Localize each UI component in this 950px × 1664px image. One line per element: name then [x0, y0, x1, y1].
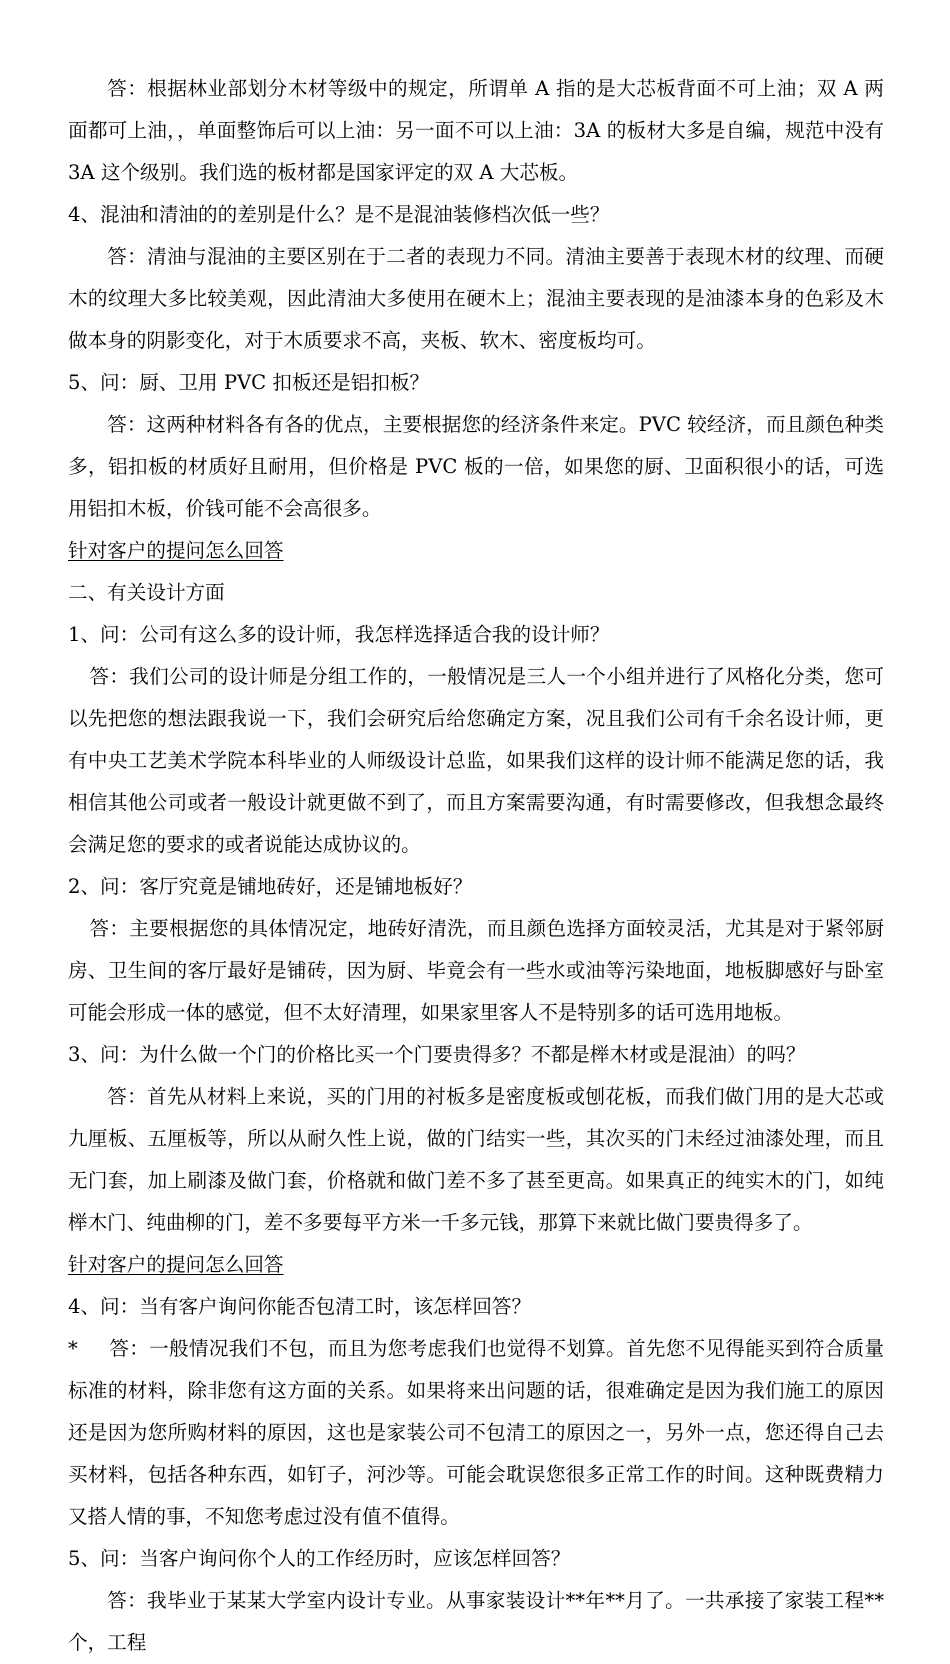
question-1-choose-designer: 1、问：公司有这么多的设计师，我怎样选择适合我的设计师？ [68, 623, 610, 646]
question-4-mixed-vs-clear-oil: 4、混油和清油的的差别是什么？是不是混油装修档次低一些？ [68, 203, 610, 226]
paragraph-answer-choose-designer: 答：我们公司的设计师是分组工作的，一般情况是三人一个小组并进行了风格化分类，您可以先把您的想法跟我说一下，我们会研究后给您确定方案，况且我们公司有千余名设计师，更有中央工艺美术学院本科毕业的人师级设计总监，如果我们这样的设计师不能满足您的话，我相信其他公司或者一般设计就更做不到了，而且方案需要沟通，有时需要修改，但我想念最终会满足您的要求的或者说能达成协议的。 [68, 665, 884, 856]
document-body [68, 68, 884, 1664]
section-heading-design-topics: 二、有关设计方面 [68, 581, 225, 604]
paragraph-answer-labor-only [68, 1328, 884, 1538]
paragraph-answer-single-a: 答：根据林业部划分木材等级中的规定，所谓单 A 指的是大芯板背面不可上油；双 A 两面都可上油，，单面整饰后可以上油：另一面不可以上油：3A 的板材大多是自编，规范中没有 3A 这个级别。我们选的板材都是国家评定的双 A 大芯板。 [68, 77, 884, 184]
paragraph-answer-mixed-vs-clear-oil: 答：清油与混油的主要区别在于二者的表现力不同。清油主要善于表现木材的纹理、而硬木的纹理大多比较美观，因此清油大多使用在硬木上；混油主要表现的是油漆本身的色彩及木做本身的阴影变化，对于木质要求不高，夹板、软木、密度板均可。 [68, 245, 884, 352]
underlined-heading-text: 针对客户的提问怎么回答 [68, 539, 284, 562]
asterisk-bullet-icon: * [68, 1337, 78, 1360]
paragraph-answer-tile-vs-floor: 答：主要根据您的具体情况定，地砖好清洗，而且颜色选择方面较灵活，尤其是对于紧邻厨房、卫生间的客厅最好是铺砖，因为厨、毕竟会有一些水或油等污染地面，地板脚感好与卧室可能会形成一体的感觉，但不太好清理，如果家里客人不是特别多的话可选用地板。 [68, 917, 884, 1024]
question-2-tile-vs-floor: 2、问：客厅究竟是铺地砖好，还是铺地板好？ [68, 875, 473, 898]
question-3-door-price: 3、问：为什么做一个门的价格比买一个门要贵得多？不都是榉木材或是混油）的吗？ [68, 1043, 806, 1066]
paragraph-answer-work-experience: 答：我毕业于某某大学室内设计专业。从事家装设计**年**月了。一共承接了家装工程**个，工程 [68, 1589, 884, 1654]
paragraph-answer-door-price: 答：首先从材料上来说，买的门用的衬板多是密度板或刨花板，而我们做门用的是大芯或九厘板、五厘板等，所以从耐久性上说，做的门结实一些，其次买的门未经过油漆处理，而且无门套，加上刷漆及做门套，价格就和做门差不多了甚至更高。如果真正的纯实木的门，如纯榉木门、纯曲柳的门，差不多要每平方米一千多元钱，那算下来就比做门要贵得多了。 [68, 1085, 884, 1234]
section-heading-customer-questions-2 [68, 1244, 884, 1286]
question-5-work-experience: 5、问：当客户询问你个人的工作经历时，应该怎样回答？ [68, 1547, 571, 1570]
question-4-labor-only: 4、问：当有客户询问你能否包清工时，该怎样回答？ [68, 1295, 532, 1318]
underlined-heading-text: 针对客户的提问怎么回答 [68, 1253, 284, 1276]
section-heading-customer-questions-1 [68, 530, 884, 572]
paragraph-answer-pvc-vs-aluminum: 答：这两种材料各有各的优点，主要根据您的经济条件来定。PVC 较经济，而且颜色种类多，铝扣板的材质好且耐用，但价格是 PVC 板的一倍，如果您的厨、卫面积很小的话，可选用铝扣木板，价钱可能不会高很多。 [68, 413, 884, 520]
question-5-pvc-vs-aluminum: 5、问：厨、卫用 PVC 扣板还是铝扣板？ [68, 371, 430, 394]
paragraph-answer-labor-only-text: 答：一般情况我们不包，而且为您考虑我们也觉得不划算。首先您不见得能买到符合质量标准的材料，除非您有这方面的关系。如果将来出问题的话，很难确定是因为我们施工的原因还是因为您所购材料的原因，这也是家装公司不包清工的原因之一，另外一点，您还得自己去买材料，包括各种东西，如钉子，河沙等。可能会耽误您很多正常工作的时间。这种既费精力又搭人情的事，不知您考虑过没有值不值得。 [68, 1337, 884, 1528]
